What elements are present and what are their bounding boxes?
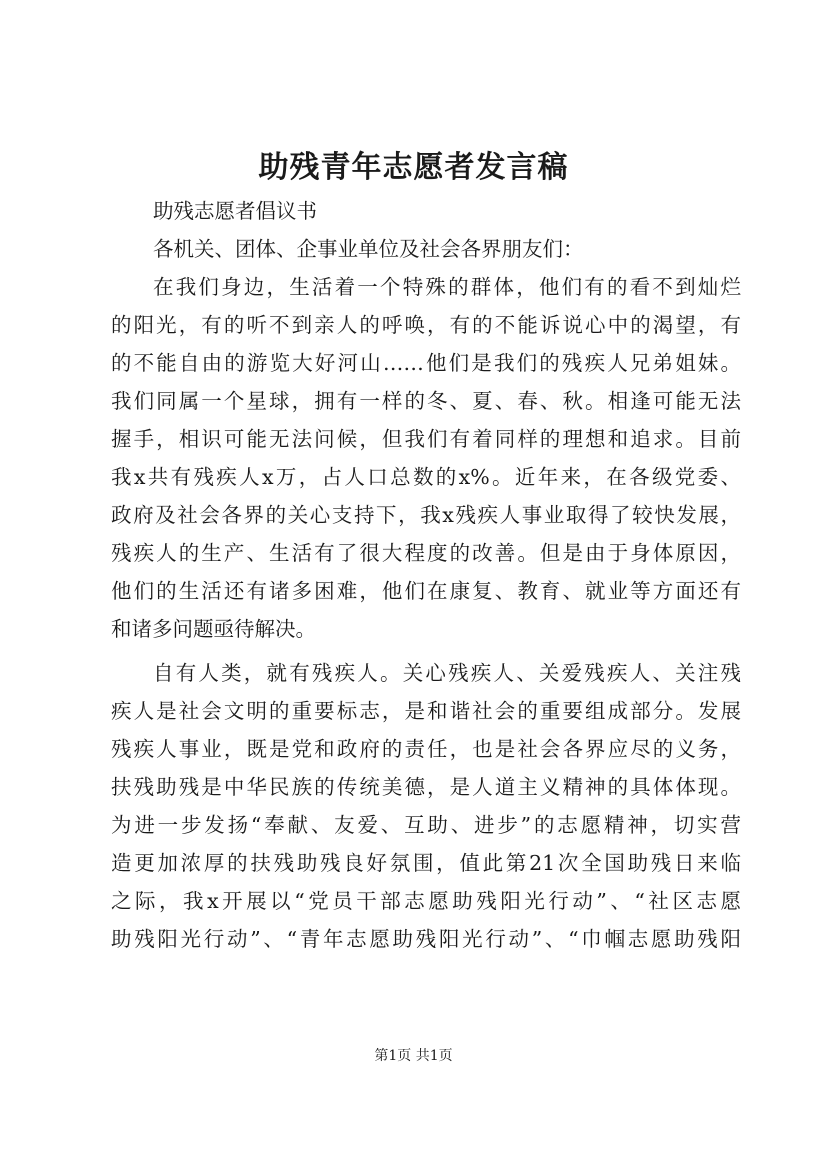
document-body: [111, 192, 741, 958]
body-line: 造更加浓厚的扶残助残良好氛围，值此第21次全国助残日来临: [111, 851, 741, 875]
body-line: 在我们身边，生活着一个特殊的群体，他们有的看不到灿烂: [153, 275, 741, 299]
body-line: 之际，我x开展以“党员干部志愿助残阳光行动”、“社区志愿: [111, 889, 741, 913]
page-number-footer: 第1页 共1页: [374, 1048, 453, 1064]
body-line: 各机关、团体、企事业单位及社会各界朋友们：: [153, 237, 584, 261]
body-line: 我x共有残疾人x万，占人口总数的x%。近年来，在各级党委、: [111, 465, 741, 489]
body-line: 的阳光，有的听不到亲人的呼唤，有的不能诉说心中的渴望，有: [111, 313, 741, 337]
body-line: 残疾人事业，既是党和政府的责任，也是社会各界应尽的义务，: [111, 737, 741, 761]
body-line: 助残阳光行动”、“青年志愿助残阳光行动”、“巾帼志愿助残阳: [111, 927, 741, 951]
body-line: 扶残助残是中华民族的传统美德，是人道主义精神的具体体现。: [111, 775, 741, 799]
body-line: 他们的生活还有诸多困难，他们在康复、教育、就业等方面还有: [111, 579, 741, 603]
body-line: 残疾人的生产、生活有了很大程度的改善。但是由于身体原因，: [111, 541, 741, 565]
body-line: 的不能自由的游览大好河山……他们是我们的残疾人兄弟姐妹。: [111, 351, 741, 375]
body-line: 和诸多问题亟待解决。: [111, 617, 316, 641]
body-line: 疾人是社会文明的重要标志，是和谐社会的重要组成部分。发展: [111, 699, 741, 723]
body-line: 握手，相识可能无法问候，但我们有着同样的理想和追求。目前: [111, 427, 741, 451]
document-title: 助残青年志愿者发言稿: [258, 150, 569, 185]
body-line: 为进一步发扬“奉献、友爱、互助、进步”的志愿精神，切实营: [111, 813, 741, 837]
body-line: 我们同属一个星球，拥有一样的冬、夏、春、秋。相逢可能无法: [111, 389, 741, 413]
body-line: 政府及社会各界的关心支持下，我x残疾人事业取得了较快发展，: [111, 503, 741, 527]
body-line: 自有人类，就有残疾人。关心残疾人、关爱残疾人、关注残: [153, 661, 741, 685]
body-line: 助残志愿者倡议书: [153, 199, 317, 223]
